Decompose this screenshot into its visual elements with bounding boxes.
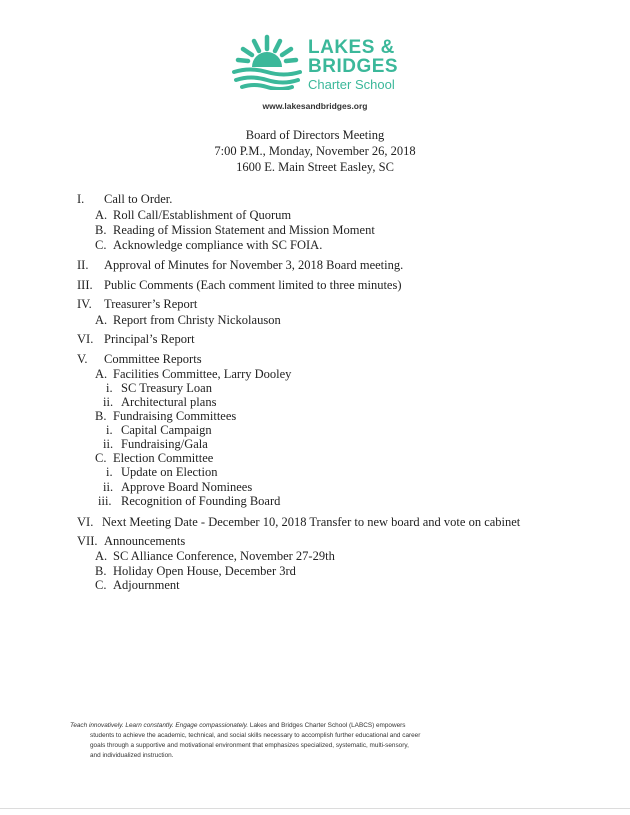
footer-motto: Teach innovatively. Learn constantly. Engage compassionately. <box>70 722 249 729</box>
agenda-item-number: A. <box>95 208 108 222</box>
agenda-item-number: iii. <box>98 494 112 508</box>
agenda-item-text: Election Committee <box>113 451 214 465</box>
meeting-header <box>0 127 630 175</box>
agenda-item-number: A. <box>95 549 108 563</box>
agenda-item-number: IV. <box>77 297 92 311</box>
agenda-item-text: SC Alliance Conference, November 27-29th <box>113 549 335 563</box>
meeting-address: 1600 E. Main Street Easley, SC <box>236 160 394 174</box>
agenda-item-text: Fundraising/Gala <box>121 437 208 451</box>
agenda-item-text: Approval of Minutes for November 3, 2018 Board meeting. <box>104 258 404 272</box>
footer-line-3: goals through a supportive and motivational environment that emphasizes specialized, systematic, multi-sensory, <box>90 742 409 749</box>
agenda-item-number: A. <box>95 313 108 327</box>
agenda-item-text: SC Treasury Loan <box>121 381 212 395</box>
school-logo <box>228 34 418 94</box>
agenda-item-number: ii. <box>103 437 114 451</box>
sun-waves-icon <box>228 34 306 90</box>
agenda-item-number: II. <box>77 258 89 272</box>
agenda-item-text: Architectural plans <box>121 395 217 409</box>
agenda-item-text: Report from Christy Nickolauson <box>113 313 281 327</box>
agenda-item-text: Reading of Mission Statement and Mission Moment <box>113 223 375 237</box>
logo-text-line2: BRIDGES <box>308 56 399 77</box>
agenda-item-number: VI. <box>77 332 94 346</box>
agenda-item-number: i. <box>106 465 113 479</box>
page-bottom-edge <box>0 808 630 809</box>
agenda-item-text: Recognition of Founding Board <box>121 494 281 508</box>
agenda-item-text: Next Meeting Date - December 10, 2018 Transfer to new board and vote on cabinet <box>102 515 521 529</box>
logo-text-line3: Charter School <box>308 77 395 92</box>
agenda-item-number: B. <box>95 409 107 423</box>
agenda-item-text: Announcements <box>104 534 186 548</box>
agenda-item-text: Fundraising Committees <box>113 409 237 423</box>
agenda-item-text: Acknowledge compliance with SC FOIA. <box>113 238 323 252</box>
agenda-item-number: ii. <box>103 395 114 409</box>
agenda-item-number: III. <box>77 278 93 292</box>
agenda-item-text: Adjournment <box>113 578 180 592</box>
logo-text-line1: LAKES & <box>308 37 395 58</box>
agenda-item-text: Public Comments (Each comment limited to three minutes) <box>104 278 402 292</box>
agenda-item-text: Capital Campaign <box>121 423 212 437</box>
agenda-item-text: Treasurer’s Report <box>104 297 198 311</box>
agenda-item-number: A. <box>95 367 108 381</box>
agenda-item-number: C. <box>95 238 107 252</box>
agenda-item-text: Holiday Open House, December 3rd <box>113 564 296 578</box>
agenda-item-text: Facilities Committee, Larry Dooley <box>113 367 292 381</box>
agenda-item-text: Principal’s Report <box>104 332 195 346</box>
meeting-datetime: 7:00 P.M., Monday, November 26, 2018 <box>214 144 416 158</box>
agenda-item-number: V. <box>77 352 88 366</box>
agenda-item-number: C. <box>95 578 107 592</box>
agenda-item-number: I. <box>77 192 85 206</box>
agenda-item-number: i. <box>106 423 113 437</box>
agenda-item-text: Call to Order. <box>104 192 173 206</box>
logo-wordmark <box>308 38 398 92</box>
agenda-item-text: Approve Board Nominees <box>121 480 253 494</box>
footer-line-2: students to achieve the academic, technical, and social skills necessary to accomplish further educational and career <box>90 732 421 739</box>
footer-mission <box>70 721 500 761</box>
agenda-item-text: Roll Call/Establishment of Quorum <box>113 208 292 222</box>
agenda-item-number: C. <box>95 451 107 465</box>
website-url: www.lakesandbridges.org <box>262 101 368 111</box>
agenda-item-number: i. <box>106 381 113 395</box>
agenda-item-number: VII. <box>77 534 98 548</box>
meeting-title: Board of Directors Meeting <box>245 128 385 142</box>
agenda-item-number: ii. <box>103 480 114 494</box>
agenda-item-text: Update on Election <box>121 465 218 479</box>
footer-line-1 <box>70 721 500 731</box>
agenda-item-number: B. <box>95 223 107 237</box>
footer-text-1: Lakes and Bridges Charter School (LABCS) empowers <box>249 722 406 729</box>
agenda-item-number: B. <box>95 564 107 578</box>
agenda-item-text: Committee Reports <box>104 352 202 366</box>
agenda-item-number: VI. <box>77 515 94 529</box>
footer-line-4: and individualized instruction. <box>90 752 174 759</box>
